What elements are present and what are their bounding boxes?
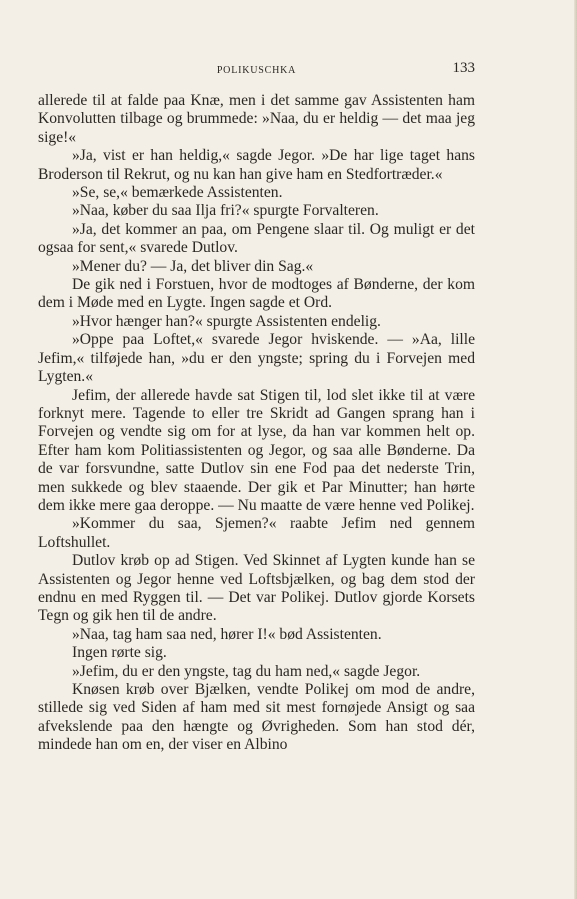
running-title: POLIKUSCHKA: [216, 65, 297, 76]
paragraph: Dutlov krøb op ad Stigen. Ved Skinnet af Lygten kunde han se Assistenten og Jegor henne ved Loftsbjælken, og bag dem stod der endnu en med Ryggen til. — Det var Polikej. Dutlov gjorde Korsets Tegn og gik hen til de andre.: [38, 552, 475, 625]
paragraph: »Kommer du saa, Sjemen?« raabte Jefim ned gennem Loftshullet.: [38, 515, 475, 551]
paragraph: »Naa, køber du saa Ilja fri?« spurgte Forvalteren.: [72, 202, 379, 220]
paragraph: Jefim, der allerede havde sat Stigen til, lod slet ikke til at være forknyt mere. Tagende to eller tre Skridt ad Gangen sprang han i Forvejen og vendte sig om for at lyse, da han var kommen helt op. Efter ham kom Politiassistenten og Jegor, og saa alle Bønderne. Da de var forsvundne, satte Dutlov sin ene Fod paa det nederste Trin, men sukkede og blev staaende. Der gik et Par Minutter; han hørte dem ikke mere gaa deroppe. — Nu maatte de være henne ved Polikej.: [38, 386, 475, 514]
paragraph: allerede til at falde paa Knæ, men i det samme gav Assistenten ham Konvolutten tilbage og brummede: »Naa, du er heldig — det maa jeg sige!«: [38, 92, 475, 146]
paragraph: »Se, se,« bemærkede Assistenten.: [72, 184, 283, 202]
paragraph: »Jefim, du er den yngste, tag du ham ned,« sagde Jegor.: [72, 662, 421, 680]
page-number: 133: [452, 60, 475, 76]
paragraph: »Mener du? — Ja, det bliver din Sag.«: [72, 257, 314, 275]
paragraph: »Ja, vist er han heldig,« sagde Jegor. »De har lige taget hans Broderson til Rekrut, og nu kan han give ham en Stedfortræder.«: [38, 147, 475, 183]
paragraph: Knøsen krøb over Bjælken, vendte Polikej om mod de andre, stillede sig ved Siden af ham med sit mest fornøjede Ansigt og saa afvekslende paa den hængte og Øvrigheden. Som han stod dér, mindede han om en, der viser en Albino: [38, 681, 475, 754]
paragraph: Ingen rørte sig.: [72, 644, 167, 662]
body-text: [38, 92, 475, 755]
paragraph: »Naa, tag ham saa ned, hører I!« bød Assistenten.: [72, 625, 382, 643]
paragraph: »Hvor hænger han?« spurgte Assistenten endelig.: [72, 312, 381, 330]
paragraph: »Ja, det kommer an paa, om Pengene slaar til. Og muligt er det ogsaa for sent,« svarede Dutlov.: [38, 220, 475, 257]
paragraph: »Oppe paa Loftet,« svarede Jegor hviskende. — »Aa, lille Jefim,« tilføjede han, »du er den yngste; spring du i Forvejen med Lygten.«: [38, 331, 475, 386]
page-header: [38, 60, 475, 80]
paragraph: De gik ned i Forstuen, hvor de modtoges af Bønderne, der kom dem i Møde med en Lygte. Ingen sagde et Ord.: [38, 276, 475, 312]
